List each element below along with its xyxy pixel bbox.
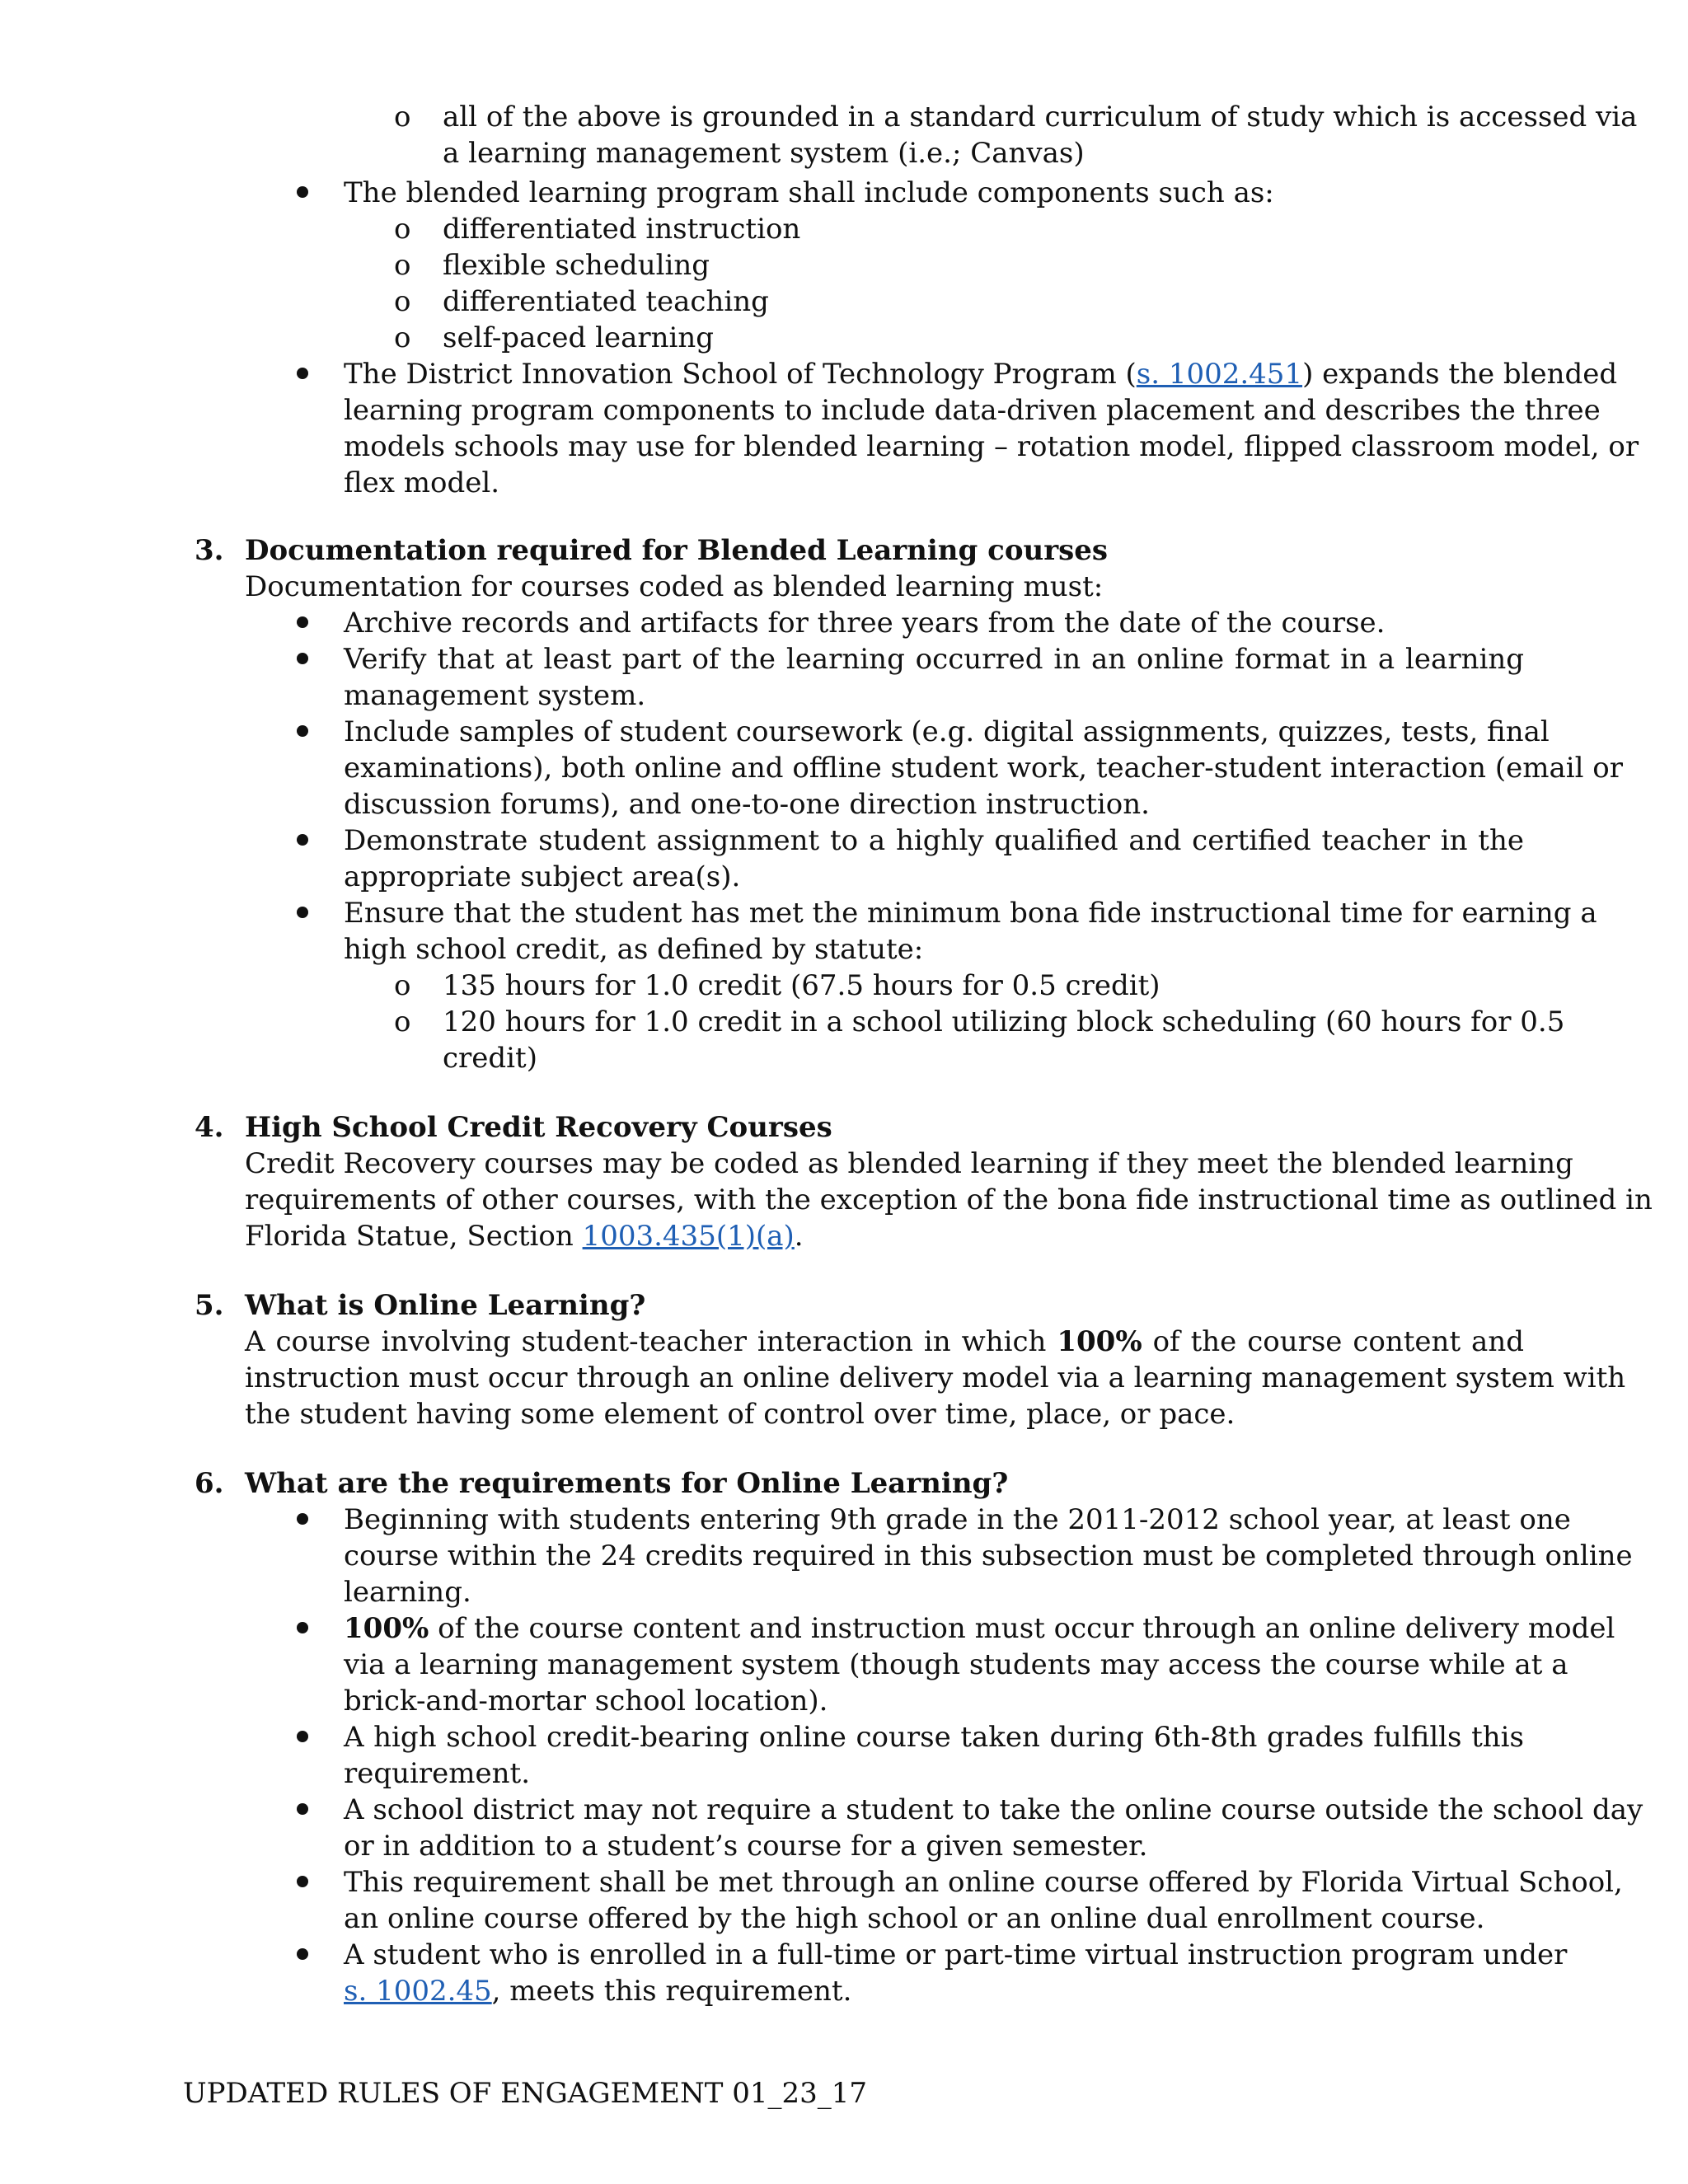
hollow-bullet-icon: o — [394, 249, 411, 282]
bullet-text: Verify that at least part of the learning occurred in an online format in a learning — [344, 643, 1524, 676]
bullet-text: A high school credit-bearing online course taken during 6th-8th grades fulfills this — [344, 1721, 1524, 1754]
bullet-text: 100% of the course content and instruction must occur through an online delivery model — [344, 1612, 1615, 1645]
bullet-text: Ensure that the student has met the minimum bona fide instructional time for earning a — [344, 897, 1597, 930]
bullet-icon — [297, 1731, 308, 1742]
bullet-icon — [297, 1803, 308, 1815]
hollow-bullet-icon: o — [394, 101, 411, 134]
bullet-text: The District Innovation School of Technology Program (s. 1002.451) expands the blended — [344, 358, 1618, 391]
section-heading: High School Credit Recovery Courses — [245, 1111, 832, 1144]
bullet-text: A school district may not require a student to take the online course outside the school day — [344, 1793, 1643, 1826]
bullet-text: Demonstrate student assignment to a highly qualified and certified teacher in the — [344, 824, 1524, 857]
sub-bullet-text: differentiated teaching — [443, 285, 769, 318]
bullet-text: learning. — [344, 1576, 471, 1609]
bullet-text: requirement. — [344, 1757, 531, 1790]
section-heading: What is Online Learning? — [245, 1289, 646, 1322]
bullet-icon — [297, 725, 308, 737]
bullet-icon — [297, 834, 308, 846]
paragraph-line: A course involving student-teacher interaction in which 100% of the course content and — [245, 1325, 1524, 1358]
section-heading: Documentation required for Blended Learning courses — [245, 534, 1109, 567]
paragraph-line: the student having some element of control over time, place, or pace. — [245, 1398, 1236, 1431]
sub-bullet-text: all of the above is grounded in a standard curriculum of study which is accessed via — [443, 101, 1638, 134]
page-footer: UPDATED RULES OF ENGAGEMENT 01_23_17 — [183, 2077, 867, 2110]
sub-bullet-text: credit) — [443, 1042, 537, 1075]
section-intro: Documentation for courses coded as blended learning must: — [245, 570, 1104, 603]
hollow-bullet-icon: o — [394, 285, 411, 318]
hollow-bullet-icon: o — [394, 1005, 411, 1038]
hollow-bullet-icon: o — [394, 969, 411, 1002]
section-heading: What are the requirements for Online Learning? — [245, 1467, 1009, 1500]
paragraph-line: requirements of other courses, with the exception of the bona fide instructional time as outlined in — [245, 1183, 1653, 1216]
bullet-text: This requirement shall be met through an online course offered by Florida Virtual School, — [344, 1866, 1623, 1899]
section-number: 6. — [195, 1467, 224, 1500]
bullet-text: discussion forums), and one-to-one direction instruction. — [344, 788, 1150, 821]
bullet-icon — [297, 186, 308, 198]
bullet-text: A student who is enrolled in a full-time or part-time virtual instruction program under — [344, 1938, 1568, 1971]
statute-link[interactable]: s. 1002.451 — [1136, 358, 1303, 391]
statute-link[interactable]: 1003.435(1)(a) — [582, 1220, 795, 1253]
bullet-icon — [297, 368, 308, 379]
bullet-text: The blended learning program shall include components such as: — [344, 176, 1274, 209]
sub-bullet-text: differentiated instruction — [443, 213, 801, 246]
sub-bullet-text: 135 hours for 1.0 credit (67.5 hours for 0.5 credit) — [443, 969, 1160, 1002]
bullet-text: Beginning with students entering 9th grade in the 2011-2012 school year, at least one — [344, 1503, 1571, 1536]
bullet-icon — [297, 616, 308, 628]
bullet-text: learning program components to include data-driven placement and describes the three — [344, 394, 1601, 427]
sub-bullet-text: self-paced learning — [443, 321, 715, 354]
bullet-text: via a learning management system (though students may access the course while at a — [344, 1648, 1568, 1681]
bullet-text: high school credit, as defined by statute: — [344, 933, 924, 966]
bullet-text: or in addition to a student’s course for a given semester. — [344, 1830, 1148, 1863]
hollow-bullet-icon: o — [394, 321, 411, 354]
bullet-text: brick-and-mortar school location). — [344, 1685, 828, 1718]
bullet-text: models schools may use for blended learning – rotation model, flipped classroom model, or — [344, 430, 1639, 463]
bullet-icon — [297, 1513, 308, 1525]
bullet-text: s. 1002.45, meets this requirement. — [344, 1975, 852, 2008]
bullet-text: Archive records and artifacts for three years from the date of the course. — [344, 607, 1386, 640]
paragraph-line: Florida Statue, Section 1003.435(1)(a). — [245, 1220, 804, 1253]
bullet-text: appropriate subject area(s). — [344, 860, 741, 893]
bullet-icon — [297, 1876, 308, 1887]
section-number: 4. — [195, 1111, 224, 1144]
bullet-text: an online course offered by the high school or an online dual enrollment course. — [344, 1902, 1485, 1935]
bullet-text: management system. — [344, 679, 646, 712]
bullet-text: course within the 24 credits required in this subsection must be completed through online — [344, 1540, 1633, 1572]
sub-bullet-text: a learning management system (i.e.; Canvas) — [443, 137, 1085, 170]
bullet-text: flex model. — [344, 466, 500, 499]
sub-bullet-text: 120 hours for 1.0 credit in a school utilizing block scheduling (60 hours for 0.5 — [443, 1005, 1565, 1038]
bullet-icon — [297, 1622, 308, 1633]
paragraph-line: Credit Recovery courses may be coded as blended learning if they meet the blended learning — [245, 1147, 1573, 1180]
bullet-icon — [297, 1948, 308, 1960]
hollow-bullet-icon: o — [394, 213, 411, 246]
bullet-text: Include samples of student coursework (e.g. digital assignments, quizzes, tests, final — [344, 715, 1550, 748]
bullet-icon — [297, 907, 308, 918]
bullet-icon — [297, 653, 308, 664]
sub-bullet-text: flexible scheduling — [443, 249, 710, 282]
paragraph-line: instruction must occur through an online delivery model via a learning management system with — [245, 1361, 1626, 1394]
section-number: 5. — [195, 1289, 224, 1322]
section-number: 3. — [195, 534, 224, 567]
bullet-text: examinations), both online and offline student work, teacher-student interaction (email or — [344, 752, 1623, 785]
statute-link[interactable]: s. 1002.45 — [344, 1975, 492, 2008]
